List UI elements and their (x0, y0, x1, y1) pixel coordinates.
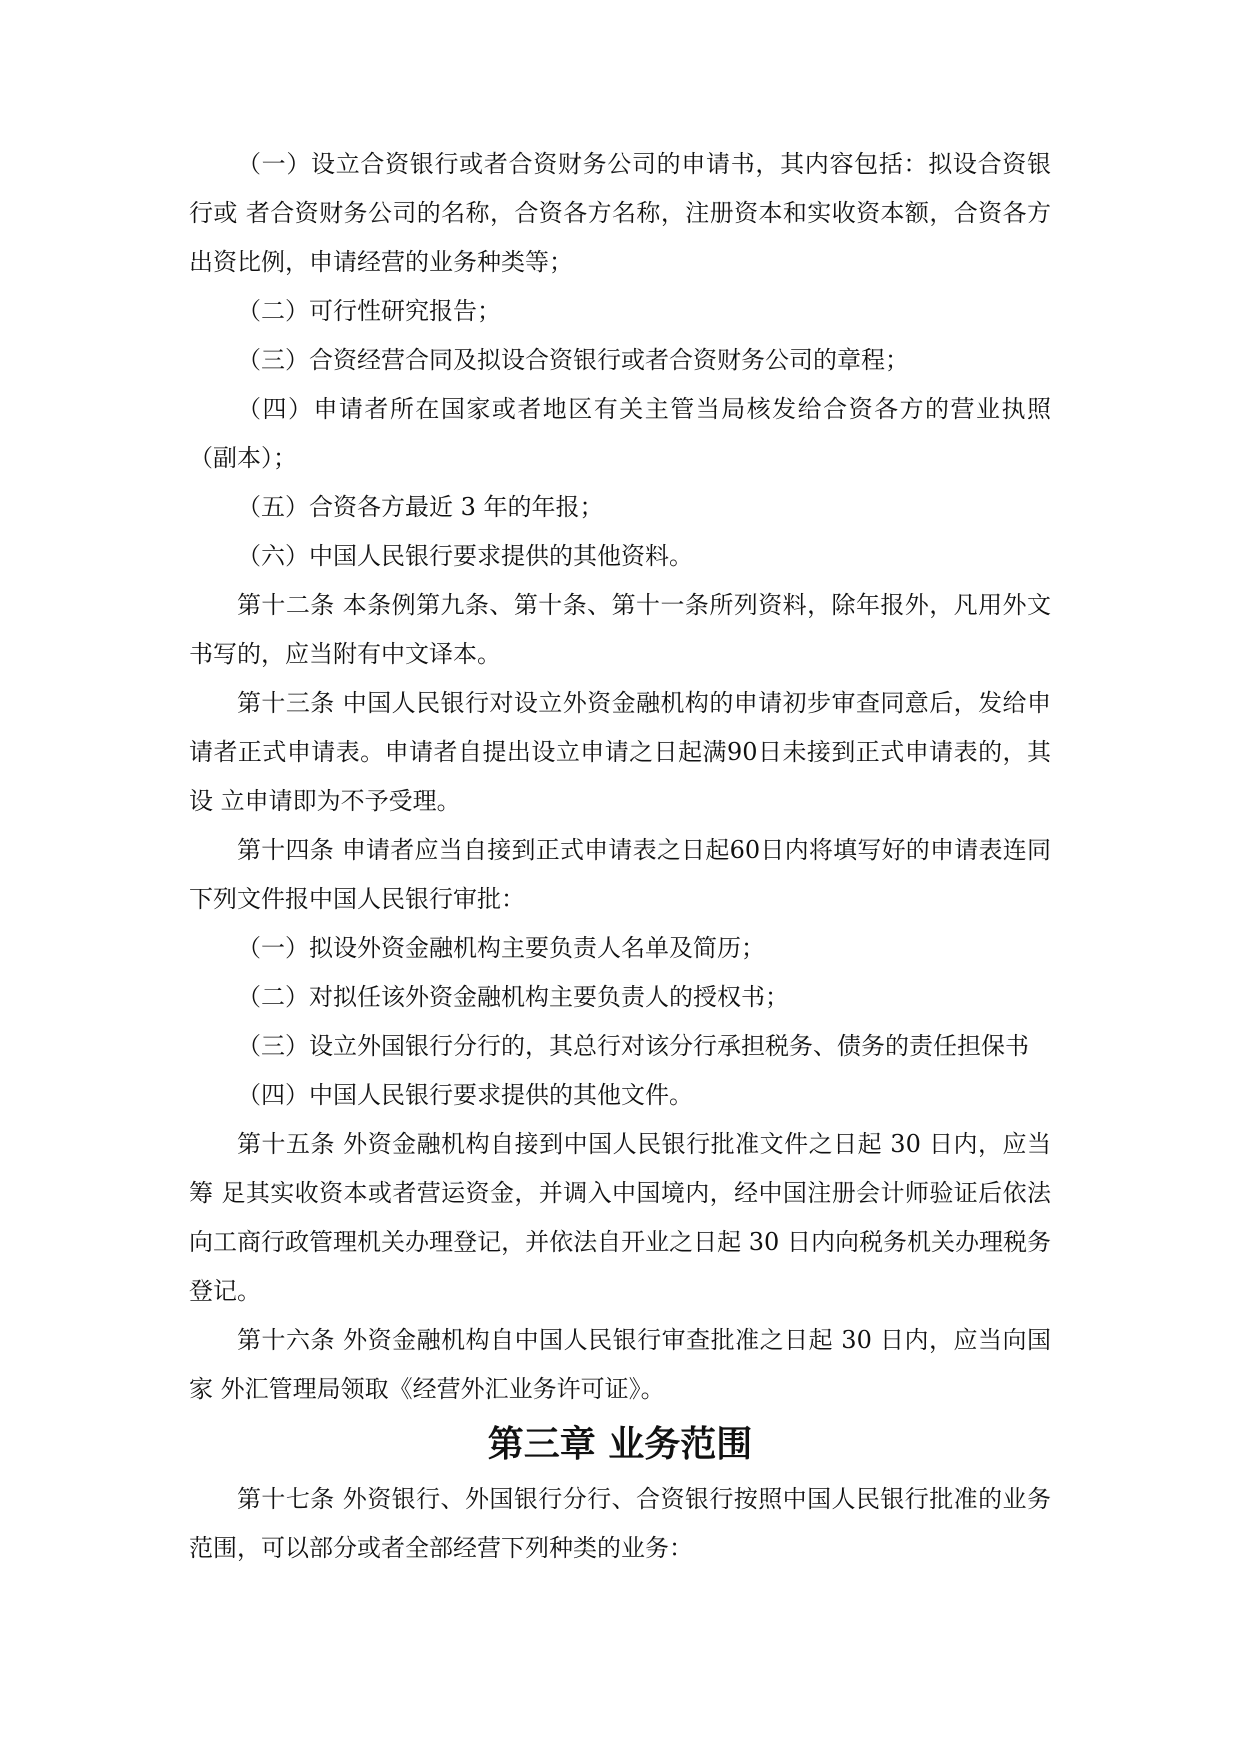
article-15: 第十五条 外资金融机构自接到中国人民银行批准文件之日起 30 日内，应当筹 足其实收资本或者营运资金，并调入中国境内，经中国注册会计师验证后依法向工商行政管理机关办理登记，并依法自开业之日起 30 日内向税务机关办理税务登记。 (189, 1130, 1051, 1305)
article-14-item-2: （二）对拟任该外资金融机构主要负责人的授权书； (237, 983, 789, 1011)
paragraph-item-2: （二）可行性研究报告； (237, 297, 501, 325)
article-14-item-3: （三）设立外国银行分行的，其总行对该分行承担税务、债务的责任担保书 (237, 1032, 1029, 1060)
paragraph-item-6: （六）中国人民银行要求提供的其他资料。 (237, 542, 693, 570)
article-12: 第十二条 本条例第九条、第十条、第十一条所列资料，除年报外，凡用外文 书写的，应当附有中文译本。 (189, 591, 1051, 668)
article-14-item-4: （四）中国人民银行要求提供的其他文件。 (237, 1081, 693, 1109)
article-17: 第十七条 外资银行、外国银行分行、合资银行按照中国人民银行批准的业务 范围，可以部分或者全部经营下列种类的业务： (189, 1485, 1051, 1562)
paragraph-item-5: （五）合资各方最近 3 年的年报； (237, 493, 604, 521)
paragraph-item-4: （四）申请者所在国家或者地区有关主管当局核发给合资各方的营业执照（副本）； (189, 395, 1051, 472)
article-14: 第十四条 申请者应当自接到正式申请表之日起60日内将填写好的申请表连同 下列文件报中国人民银行审批： (189, 836, 1051, 913)
paragraph-item-3: （三）合资经营合同及拟设合资银行或者合资财务公司的章程； (237, 346, 909, 374)
article-13: 第十三条 中国人民银行对设立外资金融机构的申请初步审查同意后，发给申 请者正式申请表。申请者自提出设立申请之日起满90日未接到正式申请表的，其设 立申请即为不予受理。 (189, 689, 1051, 815)
article-16: 第十六条 外资金融机构自中国人民银行审查批准之日起 30 日内，应当向国家 外汇管理局领取《经营外汇业务许可证》。 (189, 1326, 1051, 1403)
chapter-heading: 第三章 业务范围 (487, 1423, 753, 1465)
paragraph-item-1: （一）设立合资银行或者合资财务公司的申请书，其内容包括：拟设合资银行或 者合资财务公司的名称，合资各方名称，注册资本和实收资本额，合资各方出资比例，申请经营的业务种类等； (189, 150, 1051, 276)
article-14-item-1: （一）拟设外资金融机构主要负责人名单及简历； (237, 934, 765, 962)
document-body (189, 140, 1051, 1573)
